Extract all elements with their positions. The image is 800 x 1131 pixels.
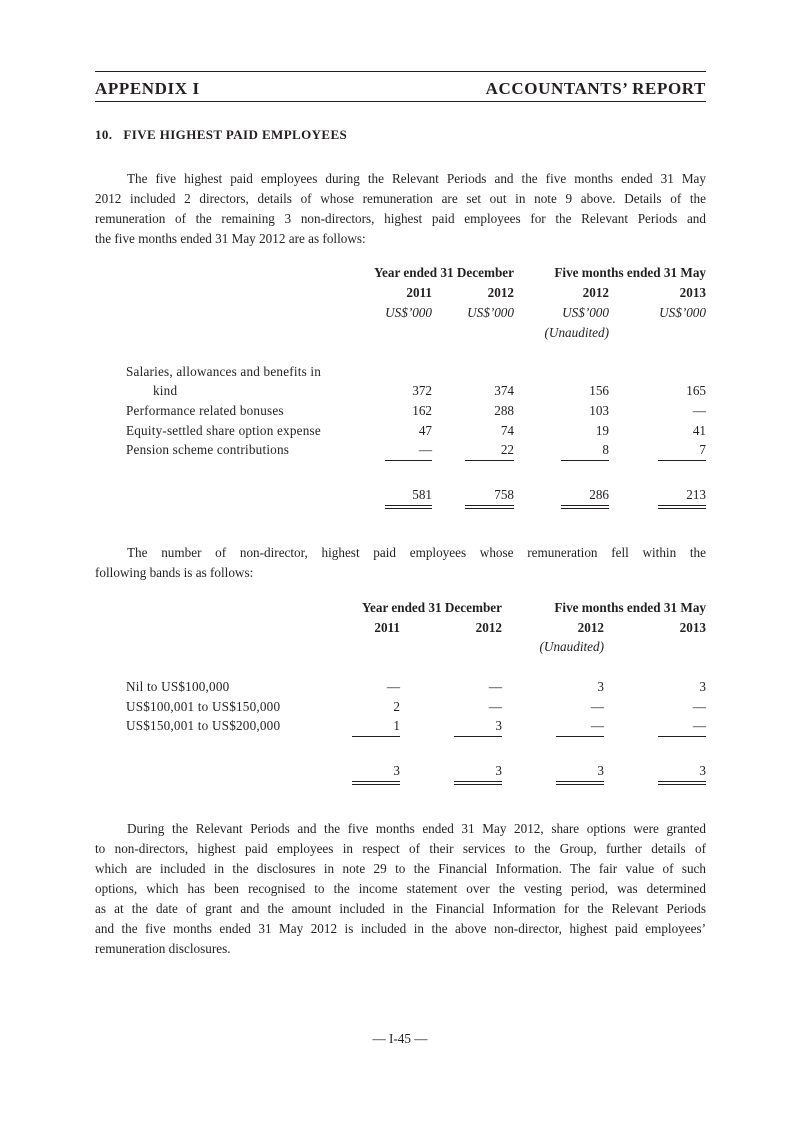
subtotal-rule — [454, 736, 502, 737]
paragraph-line: remuneration of the remaining 3 non-directors, highest paid employees for the Relevant Periods and — [95, 211, 706, 226]
paragraph-line: The number of non-director, highest paid employees whose remuneration fell within the — [127, 545, 706, 560]
unaudited-note: (Unaudited) — [539, 639, 604, 654]
row-label: Pension scheme contributions — [126, 442, 290, 457]
table-cell: 19 — [595, 423, 609, 438]
subtotal-rule — [561, 460, 609, 461]
table-cell: 156 — [589, 383, 609, 398]
row-label: Equity-settled share option expense — [126, 423, 321, 438]
column-group-year-ended: Year ended 31 December — [361, 600, 502, 615]
table-cell: — — [488, 679, 502, 694]
table-cell: 3 — [597, 679, 604, 694]
total-double-rule — [658, 781, 706, 785]
table-cell: 288 — [494, 403, 514, 418]
subtotal-rule — [556, 736, 604, 737]
table-cell: — — [386, 679, 400, 694]
total-double-rule — [465, 505, 514, 509]
column-group-year-ended: Year ended 31 December — [373, 265, 514, 280]
table-cell: — — [692, 718, 706, 733]
column-group-five-months: Five months ended 31 May — [554, 265, 706, 280]
table-cell: 8 — [602, 442, 609, 457]
column-unit: US$’000 — [467, 305, 514, 320]
table-cell: — — [590, 699, 604, 714]
header-report-title: ACCOUNTANTS’ REPORT — [485, 79, 706, 98]
table-cell: — — [692, 403, 706, 418]
column-year: 2012 — [582, 285, 609, 300]
column-unit: US$’000 — [385, 305, 432, 320]
paragraph-line: 2012 included 2 directors, details of whose remuneration are set out in note 9 above. Details of the — [95, 191, 706, 206]
row-label: US$100,001 to US$150,000 — [126, 699, 281, 714]
total-cell: 213 — [686, 487, 706, 502]
row-label: Nil to US$100,000 — [126, 679, 230, 694]
table-cell: — — [488, 699, 502, 714]
share-options-paragraph — [95, 819, 706, 959]
table-cell: — — [692, 699, 706, 714]
row-label-continued: kind — [153, 383, 178, 398]
total-cell: 3 — [699, 763, 706, 778]
table-cell: 3 — [495, 718, 502, 733]
column-year: 2013 — [679, 620, 706, 635]
table-cell: 3 — [699, 679, 706, 694]
table-cell: 1 — [393, 718, 400, 733]
subtotal-rule — [352, 736, 400, 737]
paragraph-line: which are included in the disclosures in note 29 to the Financial Information. The fair value of such — [95, 861, 706, 876]
paragraph-line: options, which has been recognised to the income statement over the vesting period, was determined — [95, 881, 706, 896]
table-cell: — — [590, 718, 604, 733]
total-double-rule — [658, 505, 706, 509]
total-cell: 3 — [597, 763, 604, 778]
paragraph-line: remuneration disclosures. — [95, 941, 231, 956]
column-unit: US$’000 — [562, 305, 609, 320]
column-year: 2011 — [406, 285, 432, 300]
total-cell: 581 — [412, 487, 432, 502]
header-top-rule — [95, 71, 706, 72]
column-year: 2011 — [374, 620, 400, 635]
total-double-rule — [385, 505, 432, 509]
total-double-rule — [561, 505, 609, 509]
table-cell: 103 — [589, 403, 609, 418]
subtotal-rule — [658, 736, 706, 737]
column-year: 2013 — [679, 285, 706, 300]
column-year: 2012 — [475, 620, 502, 635]
table-cell: 165 — [686, 383, 706, 398]
section-title: 10. FIVE HIGHEST PAID EMPLOYEES — [95, 127, 348, 142]
bands-intro-paragraph — [95, 543, 706, 583]
total-cell: 3 — [393, 763, 400, 778]
table-cell: 47 — [418, 423, 432, 438]
table-cell: 41 — [692, 423, 706, 438]
table-cell: 2 — [393, 699, 400, 714]
paragraph-line: following bands is as follows: — [95, 565, 254, 580]
column-unit: US$’000 — [659, 305, 706, 320]
table-cell: 74 — [500, 423, 514, 438]
total-double-rule — [352, 781, 400, 785]
column-group-five-months: Five months ended 31 May — [554, 600, 706, 615]
header-appendix-label: APPENDIX I — [95, 79, 200, 98]
paragraph-line: to non-directors, highest paid employees in respect of their services to the Group, further details of — [95, 841, 706, 856]
table-cell: 372 — [412, 383, 432, 398]
table-cell: 7 — [699, 442, 706, 457]
table-cell: — — [418, 442, 432, 457]
subtotal-rule — [658, 460, 706, 461]
table-cell: 374 — [494, 383, 514, 398]
page-number: — I-45 — — [372, 1031, 428, 1046]
row-label: US$150,001 to US$200,000 — [126, 718, 281, 733]
header-bottom-rule — [95, 101, 706, 102]
total-cell: 286 — [589, 487, 609, 502]
column-year: 2012 — [577, 620, 604, 635]
unaudited-note: (Unaudited) — [544, 325, 609, 340]
intro-paragraph — [95, 169, 706, 249]
total-cell: 758 — [494, 487, 514, 502]
total-double-rule — [454, 781, 502, 785]
paragraph-line: and the five months ended 31 May 2012 is included in the above non-director, highest paid employees’ — [95, 921, 706, 936]
row-label: Salaries, allowances and benefits in — [126, 364, 322, 379]
paragraph-line: the five months ended 31 May 2012 are as follows: — [95, 231, 366, 246]
table-cell: 162 — [412, 403, 432, 418]
total-cell: 3 — [495, 763, 502, 778]
subtotal-rule — [465, 460, 514, 461]
total-double-rule — [556, 781, 604, 785]
column-year: 2012 — [487, 285, 514, 300]
table-cell: 22 — [500, 442, 514, 457]
subtotal-rule — [385, 460, 432, 461]
paragraph-line: as at the date of grant and the amount included in the Financial Information for the Relevant Periods — [95, 901, 706, 916]
paragraph-line: During the Relevant Periods and the five months ended 31 May 2012, share options were granted — [127, 821, 706, 836]
paragraph-line: The five highest paid employees during the Relevant Periods and the five months ended 31 May — [127, 171, 706, 186]
row-label: Performance related bonuses — [126, 403, 284, 418]
